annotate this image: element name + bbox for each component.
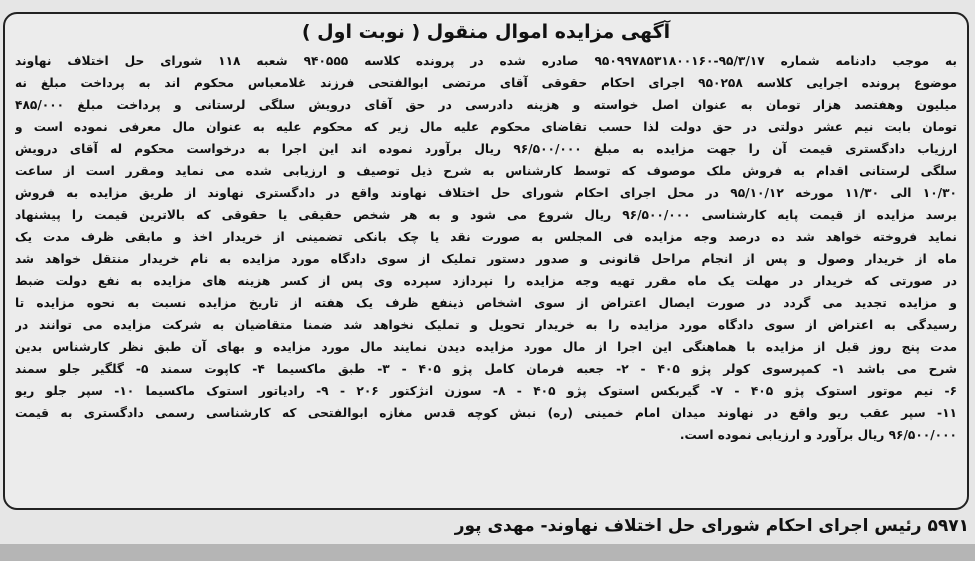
bottom-strip	[0, 544, 975, 561]
body-line: رسیدگی به اعتراض از سوی دادگاه مورد مزایده را به خریدار تحویل و تملیک نخواهد شد ضمنا متقاضیان به شرکت مزایده می توانند در	[15, 318, 957, 332]
signature-line: ۵۹۷۱ رئیس اجرای احکام شورای حل اختلاف نهاوند- مهدی پور	[454, 516, 969, 536]
body-line: سلگی لرستانی اقدام به فروش ملک موصوف که توسط کارشناس به شرح ذیل توصیف و ارزیابی شده می نماید ومقرر است از ساعت	[15, 164, 957, 178]
notice-title: آگهی مزایده اموال منقول ( نوبت اول )	[301, 21, 671, 43]
body-line: شرح می باشد ۱- کمپرسوی کولر پژو ۴۰۵ - ۲- جعبه فرمان کامل پژو ۴۰۵ - ۳- طبق ماکسیما ۴- کاپوت سمند ۵- گلگیر جلو سمند	[15, 362, 957, 376]
body-line: مدت پنج روز قبل از مزایده با هماهنگی این اجرا از مال مورد مزایده دیدن نمایند مال مورد مزایده و بهای آن طبق نظر کارشناس بدین	[15, 340, 957, 354]
body-line: در صورتی که خریدار در مهلت یک ماه مقرر تهیه وجه مزایده را نپردازد سپرده وی پس از کسر هزینه های مزایده به نفع دولت ضبط	[15, 274, 957, 288]
body-line: موضوع پرونده اجرایی کلاسه ۹۵۰۲۵۸ اجرای احکام حقوقی آقای مرتضی ابوالفتحی فرزند غلامعباس محکوم اند به پرداخت مبلغ نه	[15, 76, 957, 90]
body-line: نماید فروخته خواهد شد ده درصد وجه مزایده فی المجلس به صورت نقد یا چک بانکی تضمینی از خریدار اخذ و مابقی ظرف مدت یک	[15, 230, 957, 244]
body-line: ۶- نیم موتور استوک پژو ۴۰۵ - ۷- گیربکس استوک پژو ۴۰۵ - ۸- سوزن انژکتور ۲۰۶ - ۹- رادیاتور استوک ماکسیما ۱۰- سپر جلو ریو	[15, 384, 957, 398]
body-line: میلیون وهفتصد هزار تومان به عنوان اصل خواسته و هزینه دادرسی در حق آقای درویش سلگی لرستانی و پرداخت مبلغ ۴۸۵/۰۰۰	[15, 98, 957, 112]
notice-box	[3, 12, 969, 510]
body-line: ارزیاب دادگستری قیمت آن را جهت مزایده به مبلغ ۹۶/۵۰۰/۰۰۰ ریال برآورد نموده اند این اجرا به درخواست محکوم له آقای درویش	[15, 142, 957, 156]
body-line: ماه از خریدار وصول و پس از انجام مراحل قانونی و صدور دستور تملیک از سوی دادگاه مورد مزایده به نام خریدار منتقل خواهد شد	[15, 252, 957, 266]
body-line: به موجب دادنامه شماره ۹۵/۳/۱۷-۹۵۰۹۹۷۸۵۳۱۸۰۰۱۶۰ صادره شده در پرونده کلاسه ۹۴۰۵۵۵ شعبه ۱۱۸ شورای حل اختلاف نهاوند	[15, 54, 957, 68]
notice-body	[15, 50, 957, 446]
body-line: تومان بابت نیم عشر دولتی در حق دولت لذا حسب تقاضای محکوم علیه مال زیر که محکوم علیه به عنوان مال معرفی نموده است و	[15, 120, 957, 134]
body-line: ۹۶/۵۰۰/۰۰۰ ریال برآورد و ارزیابی نموده است.	[679, 428, 957, 442]
body-line: ۱۱- سپر عقب ریو واقع در نهاوند میدان امام خمینی (ره) نبش کوچه قدس مغازه ابوالفتحی که کارشناسی رسمی دادگستری به قیمت	[15, 406, 957, 420]
body-line: و مزایده تجدید می گردد در صورت ایصال اعتراض از سوی اشخاص ذینفع ظرف یک هفته از تاریخ مزایده نسبت به نحوه مزایده تا	[15, 296, 957, 310]
body-line: ۱۰/۳۰ الی ۱۱/۳۰ مورخه ۹۵/۱۰/۱۲ در محل اجرای احکام شورای حل اختلاف نهاوند واقع در دادگستری نهاوند از طریق مزایده به فروش	[15, 186, 957, 200]
body-line: برسد مزایده از قیمت پایه کارشناسی ۹۶/۵۰۰/۰۰۰ ریال شروع می شود و به هر شخص حقیقی یا حقوقی که بالاترین قیمت را پیشنهاد	[15, 208, 957, 222]
